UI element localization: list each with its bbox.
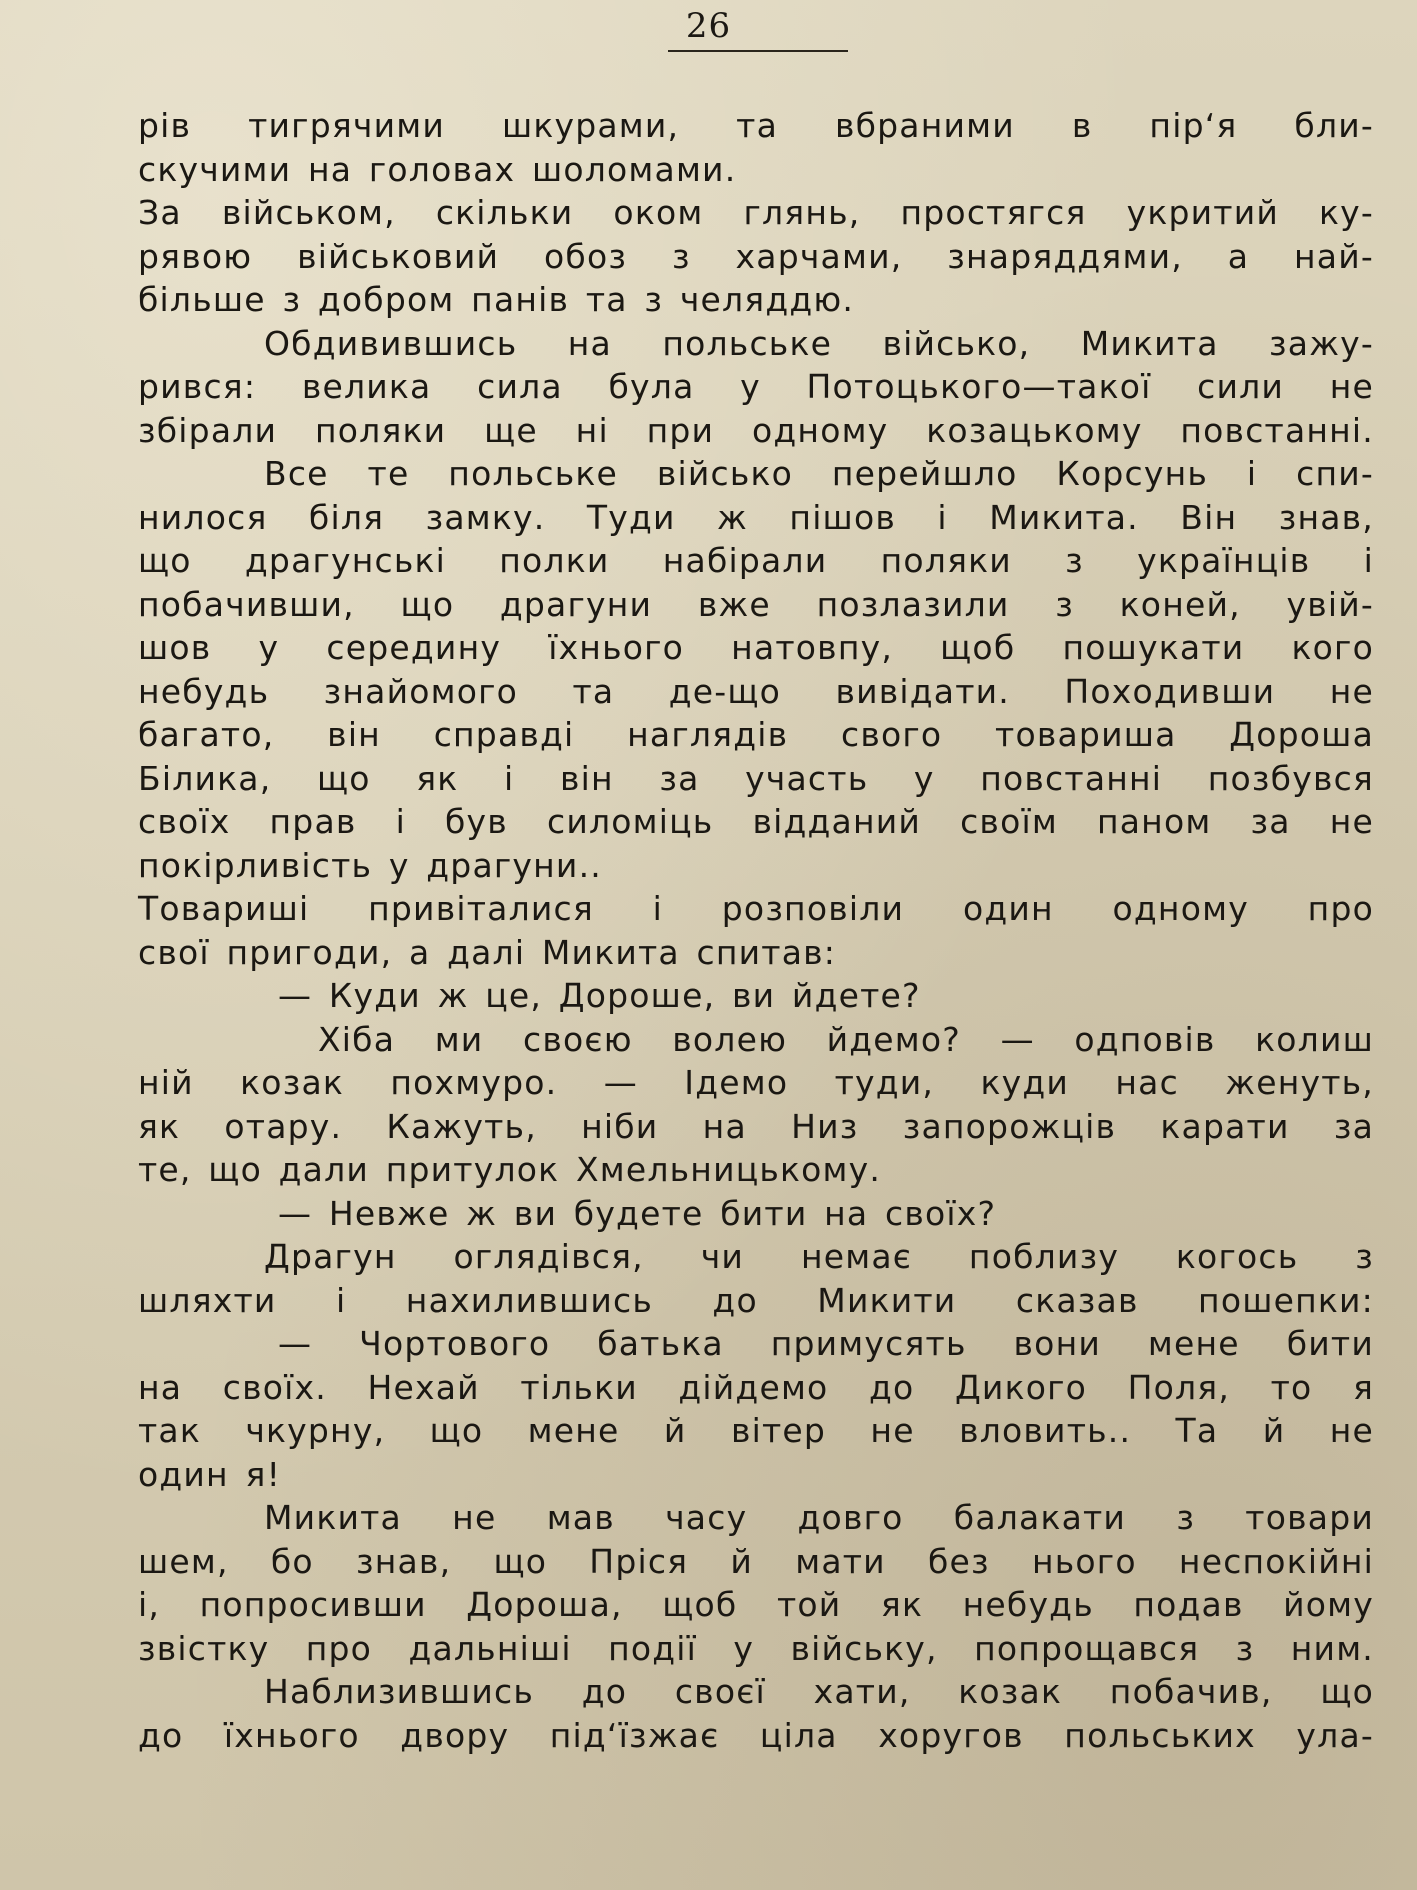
text-line: так чкурну, що мене й вітер не вловить.. Та й не: [138, 1411, 1374, 1450]
text-line: до їхнього двору під‘їзжає ціла хоругов польських ула-: [138, 1715, 1374, 1755]
text-line: покірливість у драгуни..: [138, 845, 602, 885]
text-line: на своїх. Нехай тільки дійдемо до Дикого Поля, то я: [138, 1367, 1374, 1407]
text-line: — Куди ж це, Дороше, ви йдете?: [278, 976, 921, 1015]
text-line: Білика, що як і він за участь у повстанні позбувся: [138, 758, 1374, 798]
text-line: один я!: [138, 1454, 281, 1494]
text-line: і, попросивши Дороша, щоб той як небудь подав йому: [138, 1585, 1374, 1624]
text-line: що драгунські полки набірали поляки з українців і: [138, 541, 1374, 580]
text-line: збірали поляки ще ні при одному козацькому повстанні.: [138, 410, 1374, 450]
text-line: більше з добром панів та з челяддю.: [138, 280, 855, 319]
text-line: рів тигрячими шкурами, та вбраними в пір‘я бли-: [138, 106, 1374, 145]
text-line: багато, він справді наглядів свого товариша Дороша: [138, 715, 1374, 754]
page-number: 26: [685, 6, 732, 46]
text-line: — Чортового батька примусять вони мене бити: [278, 1324, 1374, 1363]
text-line: ній козак похмуро. — Ідемо туди, куди нас женуть,: [138, 1063, 1374, 1102]
text-line: скучими на головах шоломами.: [138, 149, 737, 189]
text-line: Обдивившись на польське військо, Микита зажу-: [264, 323, 1374, 363]
text-line: небудь знайомого та де-що вивідати. Походивши не: [138, 671, 1374, 711]
text-line: Наблизившись до своєї хати, козак побачив, що: [264, 1672, 1374, 1711]
text-line: те, що дали притулок Хмельницькому.: [138, 1150, 882, 1189]
text-line: Микита не мав часу довго балакати з товари: [264, 1498, 1374, 1537]
text-line: Товариші привіталися і розповіли один одному про: [138, 889, 1374, 928]
text-line: За військом, скільки оком глянь, простягся укритий ку-: [138, 193, 1374, 232]
text-line: шляхти і нахилившись до Микити сказав пошепки:: [138, 1280, 1374, 1320]
text-line: Все те польське військо перейшло Корсунь і спи-: [264, 454, 1374, 493]
text-line: шов у середину їхнього натовпу, щоб пошукати кого: [138, 628, 1374, 667]
text-line: рявою військовий обоз з харчами, знаряддями, а най-: [138, 236, 1374, 276]
text-line: побачивши, що драгуни вже позлазили з коней, увій-: [138, 584, 1374, 624]
text-line: як отару. Кажуть, ніби на Низ запорожців карати за: [138, 1106, 1374, 1146]
text-line: свої пригоди, а далі Микита спитав:: [138, 932, 837, 972]
header-rule: [668, 50, 848, 52]
text-line: рився: велика сила була у Потоцького—такої сили не: [138, 367, 1374, 406]
text-line: Драгун оглядівся, чи немає поблизу когось з: [264, 1237, 1374, 1276]
text-line: — Невже ж ви будете бити на своїх?: [278, 1193, 997, 1233]
text-line: Хіба ми своєю волею йдемо? — одповів колиш: [318, 1019, 1374, 1059]
text-line: шем, бо знав, що Пріся й мати без нього неспокійні: [138, 1541, 1374, 1581]
text-line: нилося біля замку. Туди ж пішов і Микита. Він знав,: [138, 497, 1374, 537]
body-text: [138, 104, 1374, 1757]
text-line: своїх прав і був силоміць відданий своїм паном за не: [138, 802, 1374, 841]
text-line: звістку про дальніші події у війську, попрощався з ним.: [138, 1628, 1374, 1668]
